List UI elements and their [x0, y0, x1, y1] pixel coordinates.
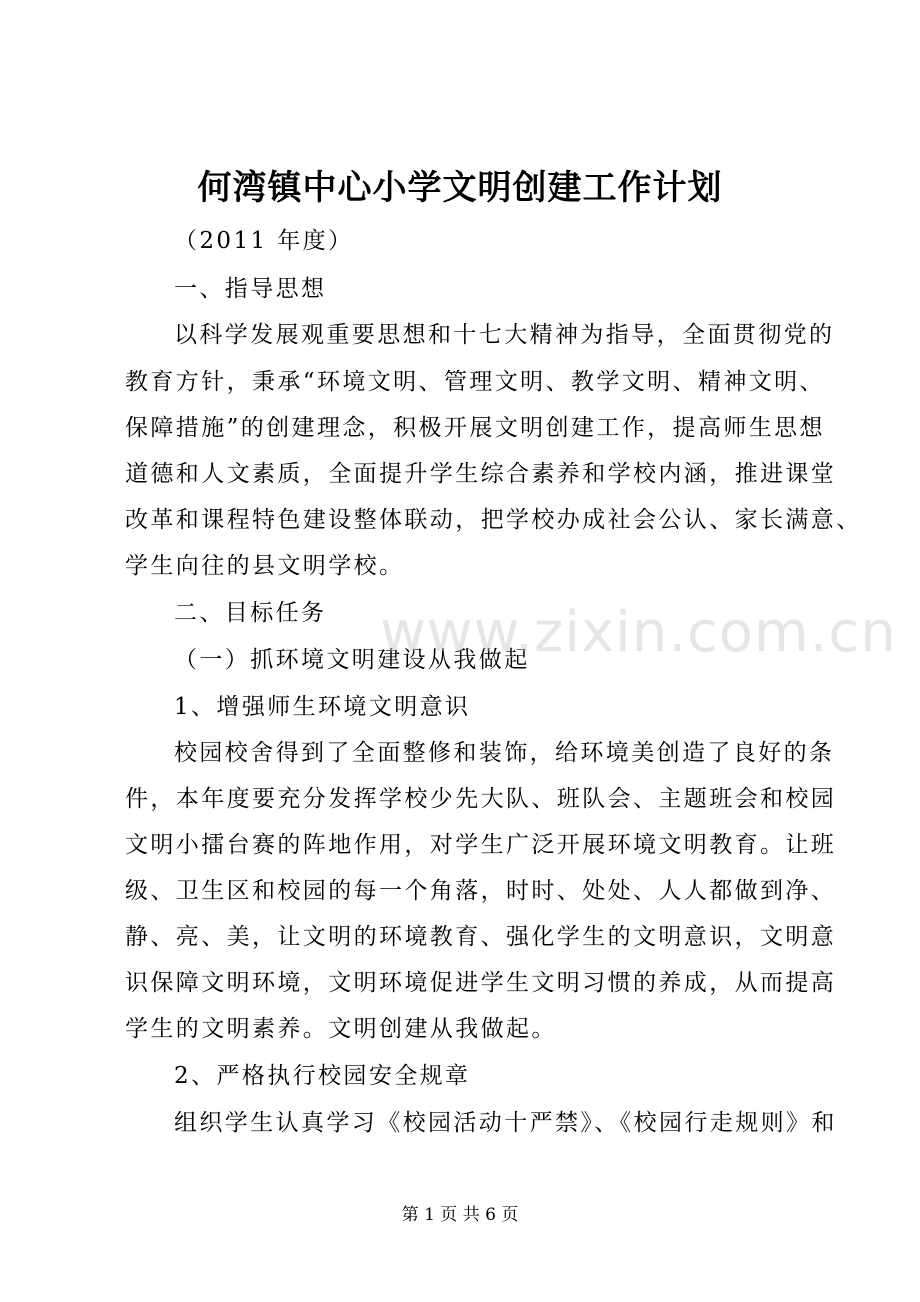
paragraph-line: 教育方针，秉承“环境文明、管理文明、教学文明、精神文明、: [125, 369, 825, 395]
paragraph-line: 学生的文明素养。文明创建从我做起。: [125, 1016, 557, 1042]
paragraph-line: 组织学生认真学习《校园活动十严禁》、《校园行走规则》和: [174, 1110, 837, 1136]
paragraph-line: 识保障文明环境，文明环境促进学生文明习惯的养成，从而提高: [125, 970, 837, 996]
item-heading: 1、增强师生环境文明意识: [174, 694, 471, 720]
paragraph-line: 静、亮、美，让文明的环境教育、强化学生的文明意识，文明意: [125, 924, 837, 950]
paragraph-line: 文明小擂台赛的阵地作用，对学生广泛开展环境文明教育。让班: [125, 832, 837, 858]
subsection-heading: （一）抓环境文明建设从我做起: [174, 647, 530, 673]
section-heading: 二、目标任务: [174, 600, 327, 626]
page-footer: 第 1 页 共 6 页: [401, 1205, 519, 1225]
watermark: www.zixin.com.cn: [380, 600, 897, 665]
paragraph-line: 级、卫生区和校园的每一个角落，时时、处处、人人都做到净、: [125, 878, 837, 904]
paragraph-line: 件，本年度要充分发挥学校少先大队、班队会、主题班会和校园: [125, 786, 837, 812]
paragraph-line: 学生向往的县文明学校。: [125, 553, 405, 579]
paragraph-line: 以科学发展观重要思想和十七大精神为指导，全面贯彻党的: [174, 322, 835, 348]
paragraph-line: 保障措施”的创建理念，积极开展文明创建工作，提高师生思想: [125, 415, 825, 441]
section-heading: 一、指导思想: [174, 276, 327, 302]
item-heading: 2、严格执行校园安全规章: [174, 1063, 471, 1089]
document-title: 何湾镇中心小学文明创建工作计划: [197, 168, 723, 208]
paragraph-line: 校园校舍得到了全面整修和装饰，给环境美创造了良好的条: [174, 740, 835, 766]
year-note: （2011 年度）: [174, 228, 354, 254]
paragraph-line: 改革和课程特色建设整体联动，把学校办成社会公认、家长满意、: [125, 507, 862, 533]
paragraph-line: 道德和人文素质，全面提升学生综合素养和学校内涵，推进课堂: [125, 461, 837, 487]
